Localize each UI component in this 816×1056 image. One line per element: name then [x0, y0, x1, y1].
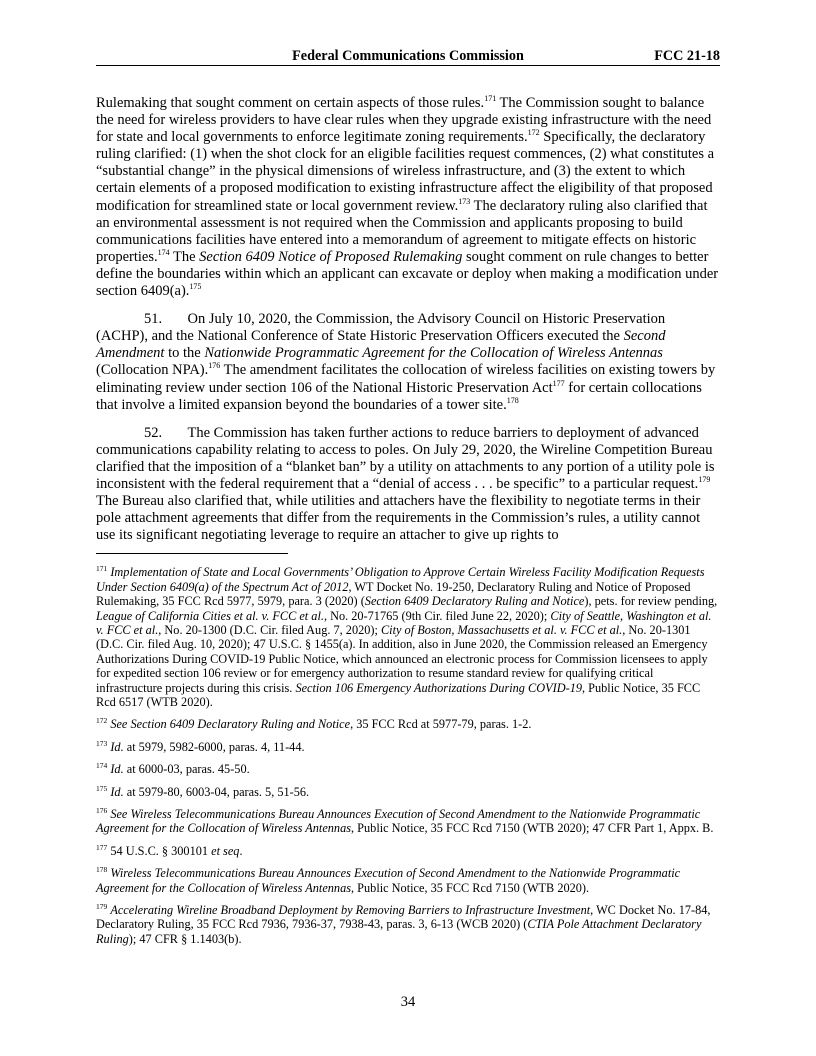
footnote-172: $^{172}$ See Section 6409 Declaratory Ruling and Notice, 35 FCC Rcd at 5977-79, paras. 1-2. — [96, 716, 532, 732]
header-doc-number: FCC 21-18 — [654, 48, 720, 64]
footnote-ref[interactable]: 175 — [189, 282, 202, 292]
footnote-ref[interactable]: 179 — [698, 474, 711, 484]
footnote-179: $^{179}$ Accelerating Wireline Broadband Deployment by Removing Barriers to Infrastructure Investment, WC Docket No. 17-84, Declaratory Ruling, 35 FCC Rcd 7936, 7936-37, 7938-43, paras. 3, 6-13 (WCB 2020) (CTIA Pole Attachment Declaratory Ruling); 47 CFR § 1.1403(b). — [96, 902, 711, 946]
footnotes — [96, 565, 720, 946]
footnote-175: $^{175}$ Id. at 5979-80, 6003-04, paras. 5, 51-56. — [96, 783, 310, 799]
footnote-ref[interactable]: 178 — [506, 395, 519, 405]
body-text — [96, 95, 720, 544]
footnote-171: $^{171}$ Implementation of State and Local Governments’ Obligation to Approve Certain Wireless Facility Modification Requests Under Section 6409(a) of the Spectrum Act of 2012, WT Docket No. 19-250, Declaratory Ruling and Notice of Proposed Rulemaking, 35 FCC Rcd 5977, 5979, para. 3 (2020) (Section 6409 Declaratory Ruling and Notice), pets. for review pending, League of California Cities et al. v. FCC et al., No. 20-71765 (9th Cir. filed June 22, 2020); City of Seattle, Washington et al. v. FCC et al., No. 20-1300 (D.C. Cir. filed Aug. 7, 2020); City of Boston, Massachusetts et al. v. FCC et al., No. 20-1301 (D.C. Cir. filed Aug. 10, 2020); 47 U.S.C. § 1455(a). In addition, also in June 2020, the Commission released an Emergency Authorizations During COVID-19 Public Notice, which announced an electronic process for Commission licensees to apply for expedited section 106 review or for emergency authorization to resume standard review for qualifying critical infrastructure projects during this crisis. Section 106 Emergency Authorizations During COVID-19, Public Notice, 35 FCC Rcd 6517 (WTB 2020). — [96, 564, 718, 709]
footnote-177: $^{177}$ 54 U.S.C. § 300101 et seq. — [96, 842, 243, 858]
document-page — [96, 46, 720, 954]
footnote-178: $^{178}$ Wireless Telecommunications Bureau Announces Execution of Second Amendment to the Nationwide Programmatic Agreement for the Collocation of Wireless Antennas, Public Notice, 35 FCC Rcd 7150 (WTB 2020). — [96, 865, 681, 895]
footnote-ref[interactable]: 173 — [458, 196, 471, 206]
header-title: Federal Communications Commission — [292, 48, 524, 64]
footnote-ref[interactable]: 171 — [484, 94, 497, 103]
footnote-173: $^{173}$ Id. at 5979, 5982-6000, paras. 4, 11-44. — [96, 738, 305, 754]
page-header — [96, 46, 720, 65]
paragraph-number: 52. — [144, 424, 163, 441]
paragraph-51: 51. On July 10, 2020, the Commission, the Advisory Council on Historic Preservation (ACHP), and the National Conference of State Historic Preservation Officers executed the Second Amendment to the Nationwide Programmatic Agreement for the Collocation of Wireless Antennas (Collocation NPA).$^{176}$ The amendment facilitates the collocation of wireless facilities on existing towers by eliminating review under section 106 of the National Historic Preservation Act$^{177}$ for certain collocations that involve a limited expansion beyond the boundaries of a tower site.$^{178}$ — [96, 311, 716, 413]
header-rule — [96, 65, 720, 66]
footnote-174: $^{174}$ Id. at 6000-03, paras. 45-50. — [96, 761, 250, 777]
footnote-separator — [96, 553, 288, 554]
footnote-ref[interactable]: 172 — [527, 128, 540, 138]
footnote-ref[interactable]: 176 — [208, 361, 221, 371]
page-number: 34 — [400, 994, 416, 1010]
footnote-ref[interactable]: 174 — [157, 247, 170, 257]
paragraph-number: 51. — [144, 311, 163, 328]
footnote-176: $^{176}$ See Wireless Telecommunications Bureau Announces Execution of Second Amendment to the Nationwide Programmatic Agreement for the Collocation of Wireless Antennas, Public Notice, 35 FCC Rcd 7150 (WTB 2020); 47 CFR Part 1, Appx. B. — [96, 806, 714, 836]
paragraph-continued: Rulemaking that sought comment on certain aspects of those rules.$^{171}$ The Commission sought to balance the need for wireless providers to have clear rules when they upgrade existing infrastructure with the need for state and local governments to enforce legitimate zoning requirements.$^{172}$ Specifically, the declaratory ruling clarified: (1) when the shot clock for an eligible facilities request commences, (2) what constitutes a “substantial change” in the physical dimensions of wireless infrastructure, and (3) the extent to which certain elements of a proposed modification to existing infrastructure affect the eligibility of that proposed modification for streamlined state or local government review.$^{173}$ The declaratory ruling also clarified that an environmental assessment is not required when the Commission and applicants proposing to build communications facilities have entered into a memorandum of agreement to mitigate effects on historic properties.$^{174}$ The Section 6409 Notice of Proposed Rulemaking sought comment on rule changes to better define the boundaries within which an applicant can excavate or deploy when making a modification under section 6409(a).$^{175}$ — [96, 94, 719, 300]
footnote-ref[interactable]: 177 — [552, 378, 565, 388]
paragraph-52: 52. The Commission has taken further actions to reduce barriers to deployment of advanced communications capability relating to access to poles. On July 29, 2020, the Wireline Competition Bureau clarified that the imposition of a “blanket ban” by a utility on attachments to any portion of a utility pole is inconsistent with the federal requirement that a “denial of access . . . be specific” to a particular request.$^{179}$ The Bureau also clarified that, while utilities and attachers have the flexibility to negotiate terms in their pole attachment agreements that differ from the requirements in the Commission’s rules, a utility cannot use its significant negotiating leverage to require an attacher to give up rights to — [96, 424, 715, 544]
